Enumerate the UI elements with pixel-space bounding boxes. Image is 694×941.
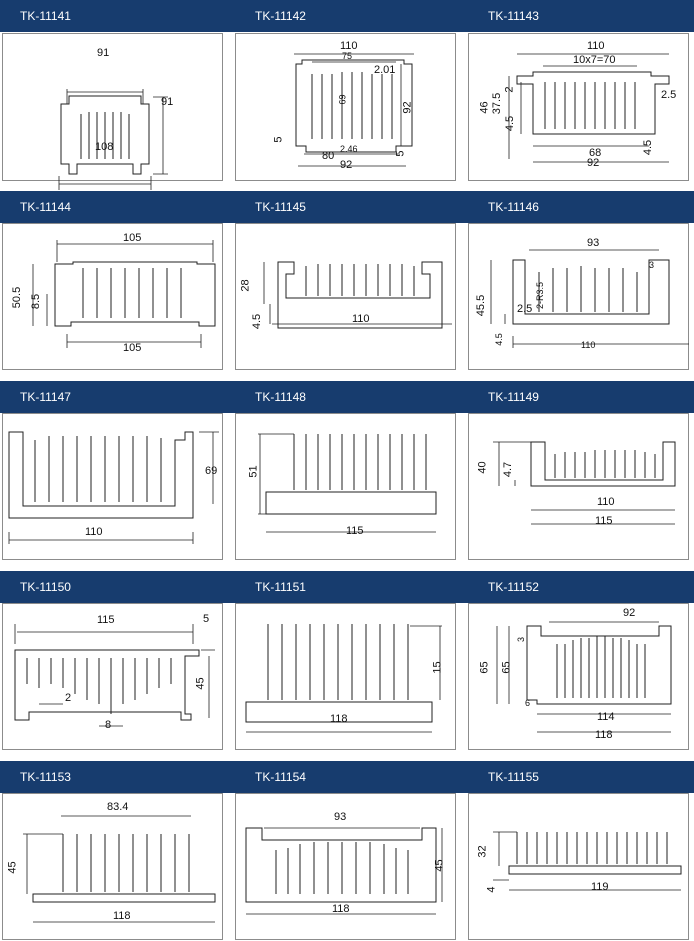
- dimension-label: 2.01: [374, 64, 396, 76]
- dimension-label: 4.5: [493, 333, 504, 346]
- dimension-label: 80: [322, 150, 335, 162]
- dimension-label: 3: [516, 636, 527, 643]
- dimension-label: 92: [340, 159, 353, 171]
- heatsink-profile-drawing: [236, 414, 455, 559]
- dimension-label: 91: [97, 47, 110, 59]
- card-code: TK-11150: [20, 580, 71, 594]
- drawing-tk-11151: [235, 603, 456, 750]
- dimension-label: 2.5: [661, 89, 677, 101]
- dimension-label: 2-R3.5: [535, 281, 546, 310]
- drawing-tk-11155: [468, 793, 689, 940]
- heatsink-profile-drawing: [469, 414, 688, 559]
- card-code: TK-11148: [255, 390, 306, 404]
- heatsink-profile-drawing: [469, 224, 688, 369]
- dimension-label: 5: [203, 613, 210, 625]
- drawing-tk-11142: [235, 33, 456, 181]
- dimension-label: 118: [113, 910, 131, 922]
- dimension-label: 45: [6, 861, 19, 874]
- dimension-label: 4: [485, 886, 498, 893]
- dimension-label: 2.5: [517, 303, 533, 315]
- heatsink-profile-drawing: [236, 604, 455, 749]
- dimension-label: 69: [337, 94, 348, 105]
- row-header-1: [0, 0, 694, 32]
- dimension-label: 50.5: [11, 286, 24, 309]
- heatsink-profile-drawing: [3, 414, 222, 559]
- dimension-label: 115: [97, 614, 115, 626]
- dimension-label: 6: [525, 698, 531, 708]
- dimension-label: 32: [476, 845, 489, 858]
- dimension-label: 45: [194, 677, 207, 690]
- card-code: TK-11151: [255, 580, 306, 594]
- card-code: TK-11145: [255, 200, 306, 214]
- dimension-label: 65: [500, 661, 513, 674]
- dimension-label: 110: [85, 526, 103, 538]
- dimension-label: 68: [589, 147, 602, 159]
- drawing-tk-11149: [468, 413, 689, 560]
- dimension-label: 40: [476, 461, 489, 474]
- drawing-tk-11152: [468, 603, 689, 750]
- dimension-label: 118: [330, 713, 348, 725]
- dimension-label: 110: [581, 340, 596, 350]
- dimension-label: 115: [595, 515, 613, 527]
- dimension-label: 110: [587, 40, 605, 52]
- dimension-label: 4.5: [251, 313, 264, 330]
- dimension-label: 37.5: [491, 92, 504, 115]
- heatsink-profile-drawing: [236, 224, 455, 369]
- dimension-label: 46: [478, 101, 491, 114]
- row-header-5: [0, 761, 694, 793]
- drawing-tk-11148: [235, 413, 456, 560]
- dimension-label: 93: [587, 237, 600, 249]
- dimension-label: 8: [105, 719, 112, 731]
- dimension-label: 51: [247, 465, 260, 478]
- card-code: TK-11152: [488, 580, 539, 594]
- dimension-label: 93: [334, 811, 347, 823]
- card-code: TK-11146: [488, 200, 539, 214]
- dimension-label: 45.5: [475, 294, 488, 317]
- dimension-label: 92: [587, 157, 600, 169]
- drawing-tk-11146: [468, 223, 689, 370]
- heatsink-profile-drawing: [469, 794, 688, 939]
- dimension-label: 105: [123, 342, 142, 354]
- drawing-tk-11145: [235, 223, 456, 370]
- dimension-label: 92: [623, 607, 636, 619]
- card-code: TK-11154: [255, 770, 306, 784]
- dimension-label: 115: [346, 525, 364, 537]
- dimension-label: 108: [95, 141, 114, 153]
- dimension-label: 4.5: [504, 115, 517, 132]
- dimension-label: 65: [478, 661, 491, 674]
- dimension-label: 91: [161, 96, 174, 108]
- dimension-label: 118: [332, 903, 350, 915]
- drawing-tk-11150: [2, 603, 223, 750]
- drawing-tk-11153: [2, 793, 223, 940]
- drawing-tk-11143: [468, 33, 689, 181]
- card-code: TK-11149: [488, 390, 539, 404]
- dimension-label: 4.7: [502, 461, 515, 478]
- card-code: TK-11143: [488, 9, 539, 23]
- dimension-label: 3: [649, 260, 655, 270]
- dimension-label: 28: [239, 279, 252, 292]
- heatsink-profile-drawing: [469, 604, 688, 749]
- dimension-label: 92: [401, 101, 414, 114]
- dimension-label: 10x7=70: [573, 54, 616, 66]
- dimension-label: 110: [597, 496, 615, 508]
- dimension-label: 45: [433, 859, 446, 872]
- row-header-3: [0, 381, 694, 413]
- dimension-label: 119: [591, 881, 609, 893]
- dimension-label: 118: [595, 729, 613, 741]
- dimension-label: 15: [431, 661, 444, 674]
- dimension-label: 2: [65, 692, 72, 704]
- row-header-2: [0, 191, 694, 223]
- dimension-label: 5: [394, 150, 407, 157]
- dimension-label: 114: [597, 711, 615, 723]
- drawing-tk-11141: [2, 33, 223, 181]
- dimension-label: 110: [340, 40, 358, 52]
- heatsink-profile-drawing: [3, 34, 222, 180]
- card-code: TK-11155: [488, 770, 539, 784]
- drawing-tk-11144: [2, 223, 223, 370]
- dimension-label: 5: [272, 136, 285, 143]
- dimension-label: 110: [352, 313, 370, 325]
- dimension-label: 69: [205, 465, 218, 477]
- card-code: TK-11153: [20, 770, 71, 784]
- card-code: TK-11141: [20, 9, 71, 23]
- card-code: TK-11147: [20, 390, 71, 404]
- drawing-tk-11147: [2, 413, 223, 560]
- dimension-label: 83.4: [107, 801, 129, 813]
- row-header-4: [0, 571, 694, 603]
- dimension-label: 8.5: [30, 293, 43, 310]
- card-code: TK-11144: [20, 200, 71, 214]
- drawing-tk-11154: [235, 793, 456, 940]
- dimension-label: 2: [503, 86, 516, 93]
- card-code: TK-11142: [255, 9, 306, 23]
- dimension-label: 75: [342, 51, 353, 61]
- dimension-label: 105: [123, 232, 142, 244]
- dimension-label: 4.5: [642, 139, 655, 156]
- dimension-label: 2.46: [340, 144, 358, 154]
